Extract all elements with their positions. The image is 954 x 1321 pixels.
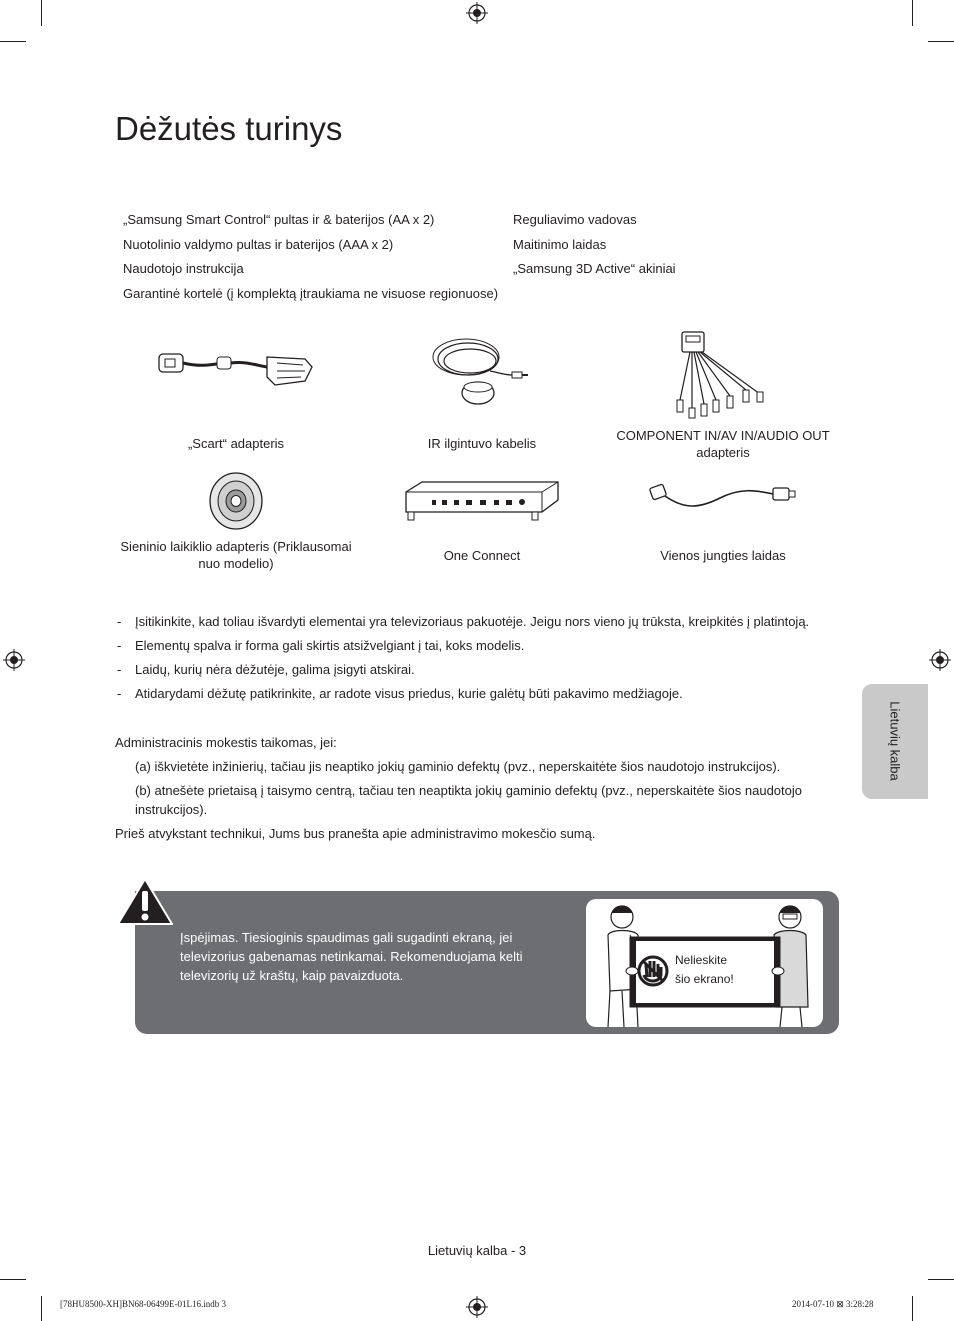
warning-body: . Tiesioginis spaudimas gali sugadinti ekraną, jei televizorius gabenamas netinkamai. Rekomenduojama kelti televizorių už kraštų, kaip pavaizduota. [180,930,523,983]
list-item [115,684,835,708]
note-dash: - [117,638,122,653]
crop-mark [928,41,954,42]
language-side-tab [862,684,928,799]
note-text: Elementų spalva ir forma gali skirtis atsižvelgiant į tai, koks modelis. [135,638,525,653]
component-adapter-icon [670,330,770,420]
registration-mark-icon [929,649,951,671]
list-item: „Samsung Smart Control“ pultas ir & baterijos (AA x 2) [123,212,435,227]
list-item: Naudotojo instrukcija [123,261,244,277]
list-item: Reguliavimo vadovas [513,212,637,227]
one-connect-box-icon [402,478,562,524]
accessory-label: COMPONENT IN/AV IN/AUDIO OUT adapteris [616,428,830,460]
note-dash: - [117,662,122,677]
crop-mark [41,1296,42,1321]
ir-extender-cable-icon [430,337,530,407]
one-connect-cable-icon [645,480,800,512]
list-item: Maitinimo laidas [513,236,607,252]
registration-mark-icon [466,2,488,24]
wall-mount-adapter-icon [206,470,266,532]
crop-mark [912,0,913,26]
note-dash: - [117,614,122,629]
note-text: Laidų, kurių nėra dėžutėje, galima įsigyti atskirai. [135,662,415,677]
crop-mark [0,41,26,42]
accessory-label: IR ilgintuvo kabelis [427,436,537,451]
list-item: „Samsung 3D Active“ akiniai [513,261,676,277]
crop-mark [928,1279,954,1280]
list-item [115,660,835,684]
registration-mark-icon [3,649,25,671]
admin-item-b: (b) atnešėte prietaisą į taisymo centrą, tačiau ten neaptikta jokių gaminio defektų (pvz., neperskaitėte šios naudotojo instrukcijos). [135,783,802,817]
sign-line-2: šio ekrano! [675,972,734,986]
crop-mark [912,1296,913,1321]
warning-triangle-icon [116,877,174,927]
admin-item-a: (a) iškvietėte inžinierių, tačiau jis neaptiko jokių gaminio defektų (pvz., neperskaitėte šios naudotojo instrukcijos). [135,759,781,774]
list-item [115,636,835,660]
warning-text [180,928,560,985]
slug-left: [78HU8500-XH]BN68-06499E-01L16.indb 3 [60,1299,226,1309]
registration-mark-icon [466,1296,488,1318]
note-dash: - [117,686,122,701]
accessory-label: „Scart“ adapteris [187,436,285,451]
list-item [115,612,835,636]
notes-list [115,612,835,708]
accessory-label: Sieninio laikiklio adapteris (Priklausomai nuo modelio) [120,539,352,571]
warning-label: Įspėjimas [180,930,235,945]
note-text: Įsitikinkite, kad toliau išvardyti elementai yra televizoriaus pakuotėje. Jeigu nors vieno jų trūksta, kreipkitės į platintoją. [135,614,810,629]
scart-adapter-icon [155,345,315,390]
crop-mark [0,1279,26,1280]
warning-illustration [586,899,823,1027]
side-tab-label: Lietuvių kalba [887,701,903,781]
accessory-label: One Connect [443,548,521,563]
sign-line-1: Nelieskite [675,953,728,967]
list-item: Garantinė kortelė (į komplektą įtraukiama ne visuose regionuose) [123,286,499,302]
page-footer: Lietuvių kalba - 3 [427,1243,527,1258]
crop-mark [41,0,42,26]
admin-outro: Prieš atvykstant technikui, Jums bus pranešta apie administravimo mokesčio sumą. [115,826,596,841]
contents-list-left [123,208,498,307]
note-text: Atidarydami dėžutę patikrinkite, ar radote visus priedus, kurie galėtų būti pakavimo medžiagoje. [135,686,683,701]
list-item: Nuotolinio valdymo pultas ir baterijos (AAA x 2) [123,236,394,252]
admin-fee-section [115,733,815,843]
admin-intro: Administracinis mokestis taikomas, jei: [115,735,337,750]
contents-list-right [513,208,676,282]
accessory-label: Vienos jungties laidas [660,548,786,563]
page-title: Dėžutės turinys [115,110,343,147]
slug-right: 2014-07-10 ⊠ 3:28:28 [792,1299,874,1309]
